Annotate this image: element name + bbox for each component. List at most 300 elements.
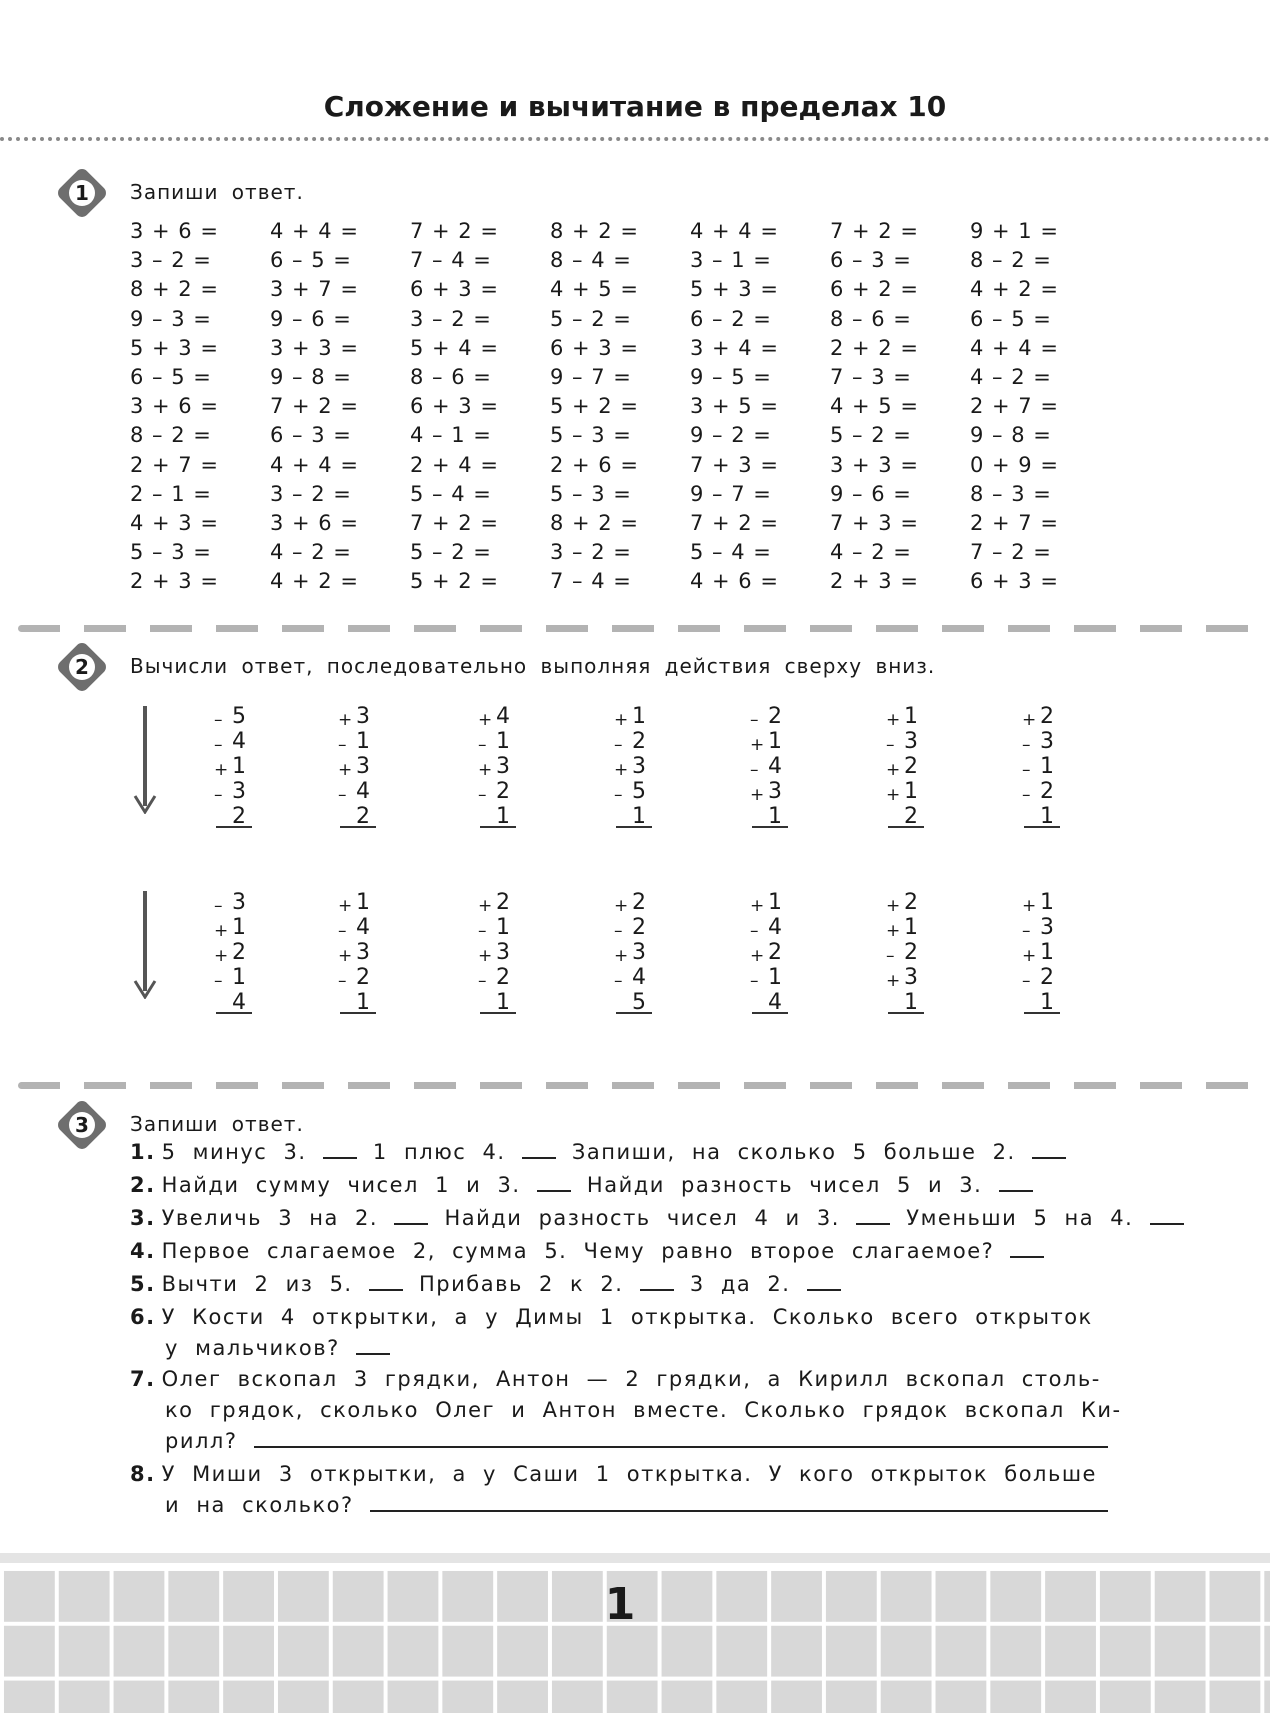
- exercise: 3 – 1 =: [690, 248, 772, 273]
- operation-sign: +: [338, 710, 353, 730]
- exercise: 3 + 6 =: [130, 394, 219, 419]
- chain-step: [334, 704, 390, 729]
- exercise: 0 + 9 =: [970, 452, 1059, 477]
- question-text: Запиши, на сколько 5 больше 2.: [571, 1140, 1016, 1164]
- chain-step: [882, 890, 938, 915]
- operand: 5: [632, 779, 646, 804]
- operand: 3: [356, 754, 370, 779]
- operand: 3: [632, 940, 646, 965]
- operation-sign: +: [750, 735, 765, 755]
- exercise: 2 + 7 =: [130, 452, 219, 477]
- operand: 2: [1040, 779, 1054, 804]
- answer-line[interactable]: [216, 1012, 252, 1014]
- operation-sign: –: [478, 785, 487, 805]
- answer-blank[interactable]: [522, 1139, 556, 1159]
- exercise: 6 – 5 =: [970, 306, 1052, 331]
- chain-step: [334, 779, 390, 804]
- exercise: 4 + 4 =: [270, 219, 359, 243]
- operand: 1: [356, 890, 370, 915]
- operand: 2: [904, 940, 918, 965]
- operation-sign: +: [614, 760, 629, 780]
- exercise: 4 – 2 =: [970, 364, 1052, 389]
- operation-sign: –: [478, 971, 487, 991]
- question-text: ко грядок, сколько Олег и Антон вместе. Сколько грядок вскопал Ки-: [165, 1398, 1122, 1422]
- operand: 2: [496, 779, 510, 804]
- operation-sign: +: [1022, 896, 1037, 916]
- chain-step: [746, 729, 802, 754]
- exercise: 3 + 5 =: [690, 394, 779, 419]
- task-3-badge: [55, 1098, 109, 1152]
- exercise: 5 – 4 =: [410, 481, 492, 506]
- chain-step: [746, 754, 802, 779]
- exercise: 2 + 7 =: [970, 510, 1059, 535]
- operation-sign: +: [750, 946, 765, 966]
- calc-chain: [474, 890, 530, 1015]
- exercise: 5 – 4 =: [690, 540, 772, 565]
- operand: 2: [904, 890, 918, 915]
- answer-line[interactable]: [480, 826, 516, 828]
- operand: 1: [768, 965, 782, 990]
- operand: 2: [496, 965, 510, 990]
- exercise: 8 + 2 =: [550, 219, 639, 243]
- chain-step: [610, 729, 666, 754]
- calc-chain: [882, 890, 938, 1015]
- task-2-number: 2: [69, 654, 95, 680]
- exercise: 5 – 2 =: [410, 540, 492, 565]
- chain-step: [610, 940, 666, 965]
- exercise: 9 – 7 =: [550, 364, 632, 389]
- question-text: У Миши 3 открытки, а у Саши 1 открытка. У кого открыток больше: [161, 1462, 1097, 1486]
- operation-sign: +: [886, 921, 901, 941]
- operand: 3: [356, 704, 370, 729]
- section-divider: [18, 1082, 1258, 1089]
- answer-blank[interactable]: [370, 1492, 1108, 1512]
- operation-sign: +: [614, 710, 629, 730]
- operation-sign: –: [750, 971, 759, 991]
- exercise: 9 – 6 =: [830, 481, 912, 506]
- chain-step: [210, 915, 266, 940]
- operand: 4: [496, 704, 510, 729]
- calc-chain: [334, 704, 390, 829]
- exercise: 8 – 4 =: [550, 248, 632, 273]
- operand: 3: [356, 940, 370, 965]
- chain-step: [882, 754, 938, 779]
- exercise: 8 – 3 =: [970, 481, 1052, 506]
- chain-step: [210, 890, 266, 915]
- exercise: 9 – 8 =: [270, 364, 352, 389]
- operation-sign: –: [1022, 921, 1031, 941]
- operand: 2: [496, 890, 510, 915]
- exercise: 3 + 6 =: [130, 219, 219, 243]
- question-text: Найди сумму чисел 1 и 3.: [161, 1173, 521, 1197]
- question-text: 1 плюс 4.: [372, 1140, 506, 1164]
- operand: 1: [356, 729, 370, 754]
- operation-sign: +: [478, 896, 493, 916]
- exercise: 5 + 2 =: [550, 394, 639, 419]
- operation-sign: +: [750, 785, 765, 805]
- question-line: [130, 1302, 1093, 1332]
- operand: 1: [496, 804, 510, 829]
- chain-step: [334, 754, 390, 779]
- exercise: 9 – 8 =: [970, 423, 1052, 448]
- answer-line[interactable]: [340, 1012, 376, 1014]
- operand: 3: [632, 754, 646, 779]
- answer-blank[interactable]: [807, 1271, 841, 1291]
- chain-step: [334, 940, 390, 965]
- operation-sign: –: [338, 921, 347, 941]
- exercise: 8 – 2 =: [130, 423, 212, 448]
- chain-step: [334, 729, 390, 754]
- operation-sign: +: [750, 896, 765, 916]
- question-number: 5.: [130, 1272, 156, 1296]
- chain-step: [610, 965, 666, 990]
- operand: 2: [904, 804, 918, 829]
- exercise: 2 + 6 =: [550, 452, 639, 477]
- operand: 1: [232, 965, 246, 990]
- answer-line[interactable]: [616, 1012, 652, 1014]
- exercise: 6 + 3 =: [550, 335, 639, 360]
- operand: 5: [632, 990, 646, 1015]
- answer-line[interactable]: [1024, 1012, 1060, 1014]
- chain-step: [1018, 965, 1074, 990]
- calc-chain: [882, 704, 938, 829]
- exercise: 4 – 2 =: [830, 540, 912, 565]
- answer-line[interactable]: [1024, 826, 1060, 828]
- exercise: 7 + 2 =: [410, 510, 499, 535]
- exercise: 5 + 3 =: [690, 277, 779, 302]
- operation-sign: –: [886, 946, 895, 966]
- answer-blank[interactable]: [356, 1335, 390, 1355]
- down-arrow-icon: [133, 891, 157, 999]
- operation-sign: +: [478, 946, 493, 966]
- question-text: Найди разность чисел 4 и 3.: [444, 1206, 840, 1230]
- answer-blank[interactable]: [394, 1205, 428, 1225]
- calc-chain: [210, 890, 266, 1015]
- chain-step: [1018, 915, 1074, 940]
- operation-sign: +: [886, 710, 901, 730]
- question-number: 4.: [130, 1239, 156, 1263]
- operand: 1: [632, 804, 646, 829]
- operation-sign: –: [338, 785, 347, 805]
- question: [130, 1203, 1184, 1233]
- exercise: 4 + 4 =: [970, 335, 1059, 360]
- chain-step: [210, 965, 266, 990]
- question-number: 6.: [130, 1305, 156, 1329]
- exercise: 8 – 2 =: [970, 248, 1052, 273]
- operation-sign: –: [1022, 760, 1031, 780]
- operand: 1: [1040, 754, 1054, 779]
- operation-sign: +: [886, 896, 901, 916]
- operand: 1: [904, 915, 918, 940]
- exercise: 7 – 4 =: [550, 569, 632, 594]
- operand: 4: [356, 779, 370, 804]
- operand: 4: [232, 729, 246, 754]
- operand: 2: [632, 729, 646, 754]
- answer-line[interactable]: [216, 826, 252, 828]
- exercise: 6 – 5 =: [270, 248, 352, 273]
- operation-sign: –: [214, 735, 223, 755]
- exercise: 9 – 7 =: [690, 481, 772, 506]
- exercise: 4 + 2 =: [970, 277, 1059, 302]
- answer-blank[interactable]: [1032, 1139, 1066, 1159]
- operation-sign: +: [338, 760, 353, 780]
- task-1-number: 1: [69, 180, 95, 206]
- operation-sign: –: [478, 735, 487, 755]
- down-arrow-icon: [133, 706, 157, 814]
- exercise: 4 + 5 =: [830, 394, 919, 419]
- operation-sign: +: [886, 785, 901, 805]
- chain-step: [882, 779, 938, 804]
- answer-blank[interactable]: [1010, 1238, 1044, 1258]
- exercise: 7 + 3 =: [830, 510, 919, 535]
- exercise: 9 – 5 =: [690, 364, 772, 389]
- answer-line[interactable]: [888, 1012, 924, 1014]
- exercise: 3 – 2 =: [270, 481, 352, 506]
- chain-step: [610, 915, 666, 940]
- operation-sign: –: [614, 971, 623, 991]
- chain-step: [1018, 940, 1074, 965]
- exercise: 8 + 2 =: [130, 277, 219, 302]
- question-line: [130, 1459, 1097, 1489]
- operation-sign: –: [1022, 735, 1031, 755]
- operation-sign: –: [886, 735, 895, 755]
- operand: 4: [768, 915, 782, 940]
- operation-sign: –: [214, 896, 223, 916]
- chain-step: [746, 890, 802, 915]
- exercise: 3 + 3 =: [830, 452, 919, 477]
- chain-step: [610, 704, 666, 729]
- question-text: Олег вскопал 3 грядки, Антон — 2 грядки, а Кирилл вскопал столь-: [161, 1367, 1101, 1391]
- chain-step: [1018, 890, 1074, 915]
- question-text: Прибавь 2 к 2.: [418, 1272, 624, 1296]
- exercise: 6 + 3 =: [970, 569, 1059, 594]
- exercise: 2 + 7 =: [970, 394, 1059, 419]
- page-number: 1: [604, 1579, 636, 1630]
- answer-line[interactable]: [752, 826, 788, 828]
- operand: 1: [632, 704, 646, 729]
- operand: 1: [1040, 940, 1054, 965]
- operand: 2: [1040, 965, 1054, 990]
- operation-sign: +: [886, 971, 901, 991]
- operand: 3: [496, 754, 510, 779]
- exercise: 5 – 2 =: [830, 423, 912, 448]
- exercise: 4 + 3 =: [130, 510, 219, 535]
- chain-step: [474, 940, 530, 965]
- exercise: 3 – 2 =: [550, 540, 632, 565]
- chain-step: [334, 915, 390, 940]
- operand: 2: [632, 890, 646, 915]
- operand: 2: [232, 804, 246, 829]
- exercise: 8 – 6 =: [830, 306, 912, 331]
- operand: 3: [904, 965, 918, 990]
- operation-sign: +: [214, 946, 229, 966]
- answer-blank[interactable]: [640, 1271, 674, 1291]
- operation-sign: +: [338, 896, 353, 916]
- operation-sign: +: [478, 710, 493, 730]
- question-text: Вычти 2 из 5.: [161, 1272, 353, 1296]
- exercise: 2 – 1 =: [130, 481, 212, 506]
- exercise: 7 + 2 =: [830, 219, 919, 243]
- exercise: 7 + 2 =: [690, 510, 779, 535]
- chain-step: [882, 915, 938, 940]
- exercise: 6 – 2 =: [690, 306, 772, 331]
- operand: 1: [496, 729, 510, 754]
- operand: 4: [768, 990, 782, 1015]
- question-text: 3 да 2.: [689, 1272, 791, 1296]
- operand: 2: [768, 940, 782, 965]
- exercise: 6 – 3 =: [830, 248, 912, 273]
- exercise: 7 + 3 =: [690, 452, 779, 477]
- exercise: 7 – 4 =: [410, 248, 492, 273]
- answer-line[interactable]: [616, 826, 652, 828]
- operand: 3: [904, 729, 918, 754]
- exercise: 9 – 3 =: [130, 306, 212, 331]
- operation-sign: –: [338, 971, 347, 991]
- chain-step: [610, 890, 666, 915]
- exercise: 4 + 4 =: [690, 219, 779, 243]
- exercise: 2 + 3 =: [830, 569, 919, 594]
- chain-step: [210, 779, 266, 804]
- question: [130, 1269, 841, 1299]
- operand: 2: [632, 915, 646, 940]
- chain-step: [474, 704, 530, 729]
- operation-sign: –: [614, 785, 623, 805]
- operation-sign: –: [750, 921, 759, 941]
- task-3-instruction: Запиши ответ.: [130, 1112, 304, 1136]
- operation-sign: –: [338, 735, 347, 755]
- chain-step: [882, 940, 938, 965]
- operand: 3: [232, 779, 246, 804]
- operand: 2: [356, 965, 370, 990]
- question-line: [165, 1426, 1108, 1456]
- exercise: 2 + 2 =: [830, 335, 919, 360]
- chain-step: [882, 704, 938, 729]
- question-line: [165, 1395, 1122, 1425]
- question: [130, 1137, 1066, 1167]
- exercise: 5 – 3 =: [550, 423, 632, 448]
- operand: 1: [356, 990, 370, 1015]
- operand: 2: [904, 754, 918, 779]
- operand: 3: [1040, 915, 1054, 940]
- calc-chain: [334, 890, 390, 1015]
- operand: 1: [768, 729, 782, 754]
- chain-step: [210, 754, 266, 779]
- answer-blank[interactable]: [537, 1172, 571, 1192]
- task-3-number: 3: [69, 1112, 95, 1138]
- exercise: 5 + 4 =: [410, 335, 499, 360]
- question-line: [165, 1333, 390, 1363]
- question-text: У Кости 4 открытки, а у Димы 1 открытка. Сколько всего открыток: [161, 1305, 1093, 1329]
- task-2-badge: [55, 640, 109, 694]
- operand: 3: [496, 940, 510, 965]
- answer-line[interactable]: [888, 826, 924, 828]
- task-2-instruction: Вычисли ответ, последовательно выполняя действия сверху вниз.: [130, 654, 936, 678]
- chain-step: [746, 965, 802, 990]
- exercise: 9 + 1 =: [970, 219, 1059, 243]
- operand: 2: [356, 804, 370, 829]
- operation-sign: +: [1022, 946, 1037, 966]
- task-1-instruction: Запиши ответ.: [130, 180, 304, 204]
- operand: 1: [904, 779, 918, 804]
- chain-step: [474, 779, 530, 804]
- chain-step: [474, 915, 530, 940]
- answer-blank[interactable]: [323, 1139, 357, 1159]
- exercise: 2 + 4 =: [410, 452, 499, 477]
- operand: 4: [356, 915, 370, 940]
- question-text: Найди разность чисел 5 и 3.: [586, 1173, 983, 1197]
- exercise: 4 + 4 =: [270, 452, 359, 477]
- question-line: [130, 1364, 1101, 1394]
- answer-blank[interactable]: [856, 1205, 890, 1225]
- calc-chain: [746, 704, 802, 829]
- operand: 3: [232, 890, 246, 915]
- operand: 4: [632, 965, 646, 990]
- chain-step: [210, 940, 266, 965]
- answer-blank[interactable]: [369, 1271, 403, 1291]
- exercise: 5 + 3 =: [130, 335, 219, 360]
- operand: 5: [232, 704, 246, 729]
- exercise: 7 – 3 =: [830, 364, 912, 389]
- exercise: 8 + 2 =: [550, 510, 639, 535]
- exercise: 3 + 4 =: [690, 335, 779, 360]
- operation-sign: +: [614, 896, 629, 916]
- operand: 2: [232, 940, 246, 965]
- operation-sign: +: [614, 946, 629, 966]
- exercise: 2 + 3 =: [130, 569, 219, 594]
- answer-line[interactable]: [752, 1012, 788, 1014]
- exercise: 3 – 2 =: [410, 306, 492, 331]
- answer-line[interactable]: [340, 826, 376, 828]
- operation-sign: –: [214, 785, 223, 805]
- operand: 1: [496, 990, 510, 1015]
- exercise: 4 + 5 =: [550, 277, 639, 302]
- answer-line[interactable]: [480, 1012, 516, 1014]
- exercise: 3 + 3 =: [270, 335, 359, 360]
- task-1-exercise-grid: [130, 217, 1059, 596]
- exercise: 5 – 3 =: [550, 481, 632, 506]
- operand: 1: [904, 990, 918, 1015]
- exercise: 3 – 2 =: [130, 248, 212, 273]
- operand: 1: [768, 804, 782, 829]
- exercise: 4 + 6 =: [690, 569, 779, 594]
- question-line: [165, 1490, 1108, 1520]
- answer-blank[interactable]: [999, 1172, 1033, 1192]
- operation-sign: –: [614, 921, 623, 941]
- task-1-badge: [55, 166, 109, 220]
- question-number: 8.: [130, 1462, 156, 1486]
- operand: 2: [1040, 704, 1054, 729]
- question-text: Уменьши 5 на 4.: [906, 1206, 1134, 1230]
- chain-step: [1018, 754, 1074, 779]
- chain-step: [746, 704, 802, 729]
- chain-step: [746, 915, 802, 940]
- operation-sign: –: [214, 710, 223, 730]
- question-number: 3.: [130, 1206, 156, 1230]
- question-text: Увеличь 3 на 2.: [161, 1206, 379, 1230]
- operand: 3: [768, 779, 782, 804]
- chain-step: [610, 754, 666, 779]
- answer-blank[interactable]: [1150, 1205, 1184, 1225]
- operation-sign: –: [614, 735, 623, 755]
- chain-step: [1018, 704, 1074, 729]
- question: [130, 1170, 1033, 1200]
- exercise: 4 – 1 =: [410, 423, 492, 448]
- chain-step: [210, 704, 266, 729]
- operand: 1: [232, 754, 246, 779]
- question-text: и на сколько?: [165, 1493, 354, 1517]
- chain-step: [746, 940, 802, 965]
- answer-blank[interactable]: [254, 1428, 1108, 1448]
